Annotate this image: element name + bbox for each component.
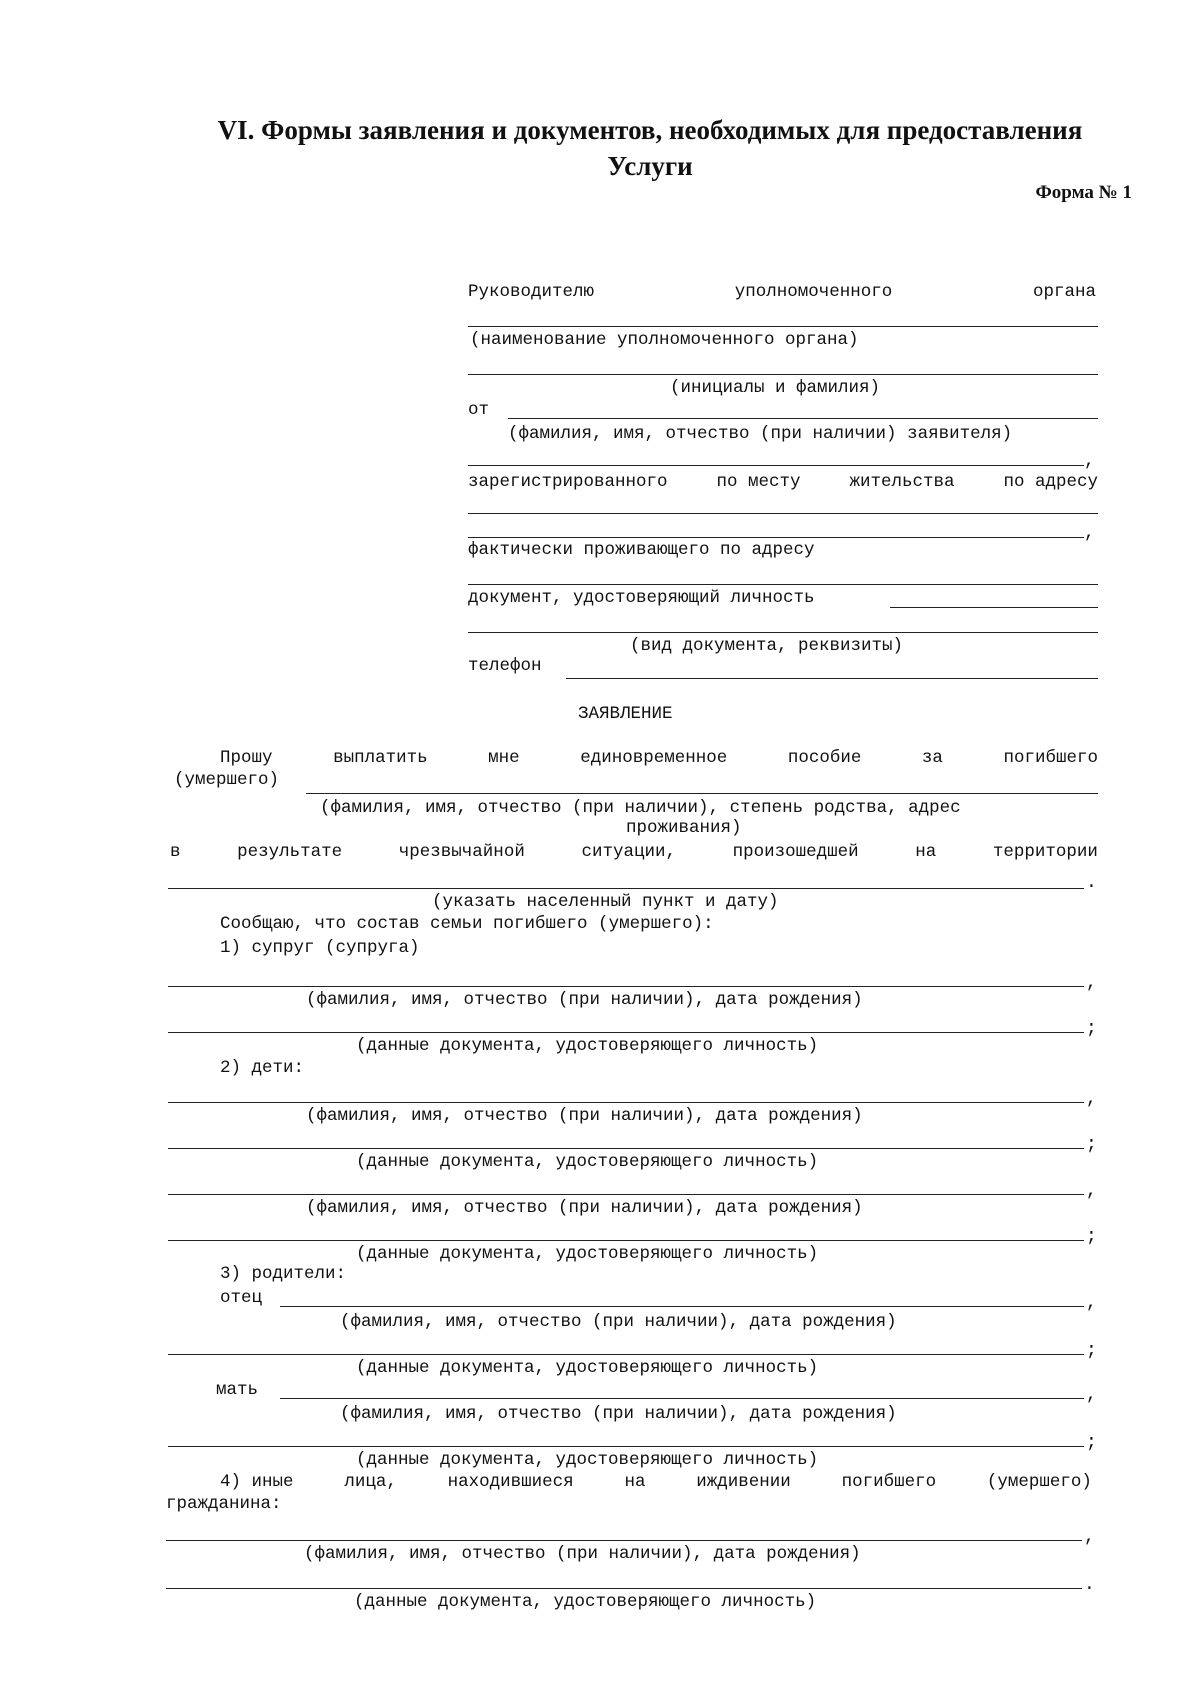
registration-word: по адресу <box>1003 472 1098 492</box>
fill-line-spouse-name[interactable] <box>168 986 1084 987</box>
fill-line-actual-address[interactable] <box>468 584 1098 585</box>
mother-label: мать <box>216 1380 259 1400</box>
hint-id: (данные документа, удостоверяющего личность) <box>356 1152 819 1172</box>
fill-line-reg-address[interactable] <box>468 513 1098 514</box>
hint-org-name: (наименование уполномоченного органа) <box>470 330 859 350</box>
fill-line-org[interactable] <box>468 326 1098 327</box>
punct-comma: , <box>1086 1089 1097 1109</box>
hint-person: (фамилия, имя, отчество (при наличии), дата рождения) <box>306 1198 863 1218</box>
fill-line-id-doc-2[interactable] <box>468 632 1098 633</box>
punct-comma: , <box>1086 1181 1097 1201</box>
others-word: на <box>624 1472 646 1492</box>
family-intro: Сообщаю, что состав семьи погибшего (умершего): <box>220 914 714 934</box>
id-document-label: документ, удостоверяющий личность <box>468 588 815 608</box>
punct-semicolon: ; <box>1086 1227 1097 1247</box>
punct-semicolon: ; <box>1086 1135 1097 1155</box>
emergency-line <box>170 842 1098 862</box>
addressee-word: Руководителю <box>468 282 595 302</box>
punct-comma: , <box>1086 973 1097 993</box>
fill-line-father-id[interactable] <box>168 1354 1084 1355</box>
hint-initials: (инициалы и фамилия) <box>670 378 881 398</box>
punct-comma: , <box>1084 451 1095 471</box>
hint-place-date: (указать населенный пункт и дату) <box>432 892 779 912</box>
punct-comma: , <box>1086 1385 1097 1405</box>
fill-line-id-doc[interactable] <box>890 607 1098 608</box>
request-word: пособие <box>787 748 862 768</box>
fill-line-child2-name[interactable] <box>168 1194 1084 1195</box>
fill-line-father-name[interactable] <box>280 1306 1084 1307</box>
hint-deceased-2: проживания) <box>626 818 742 838</box>
request-word: выплатить <box>333 748 428 768</box>
hint-person: (фамилия, имя, отчество (при наличии), дата рождения) <box>340 1312 897 1332</box>
hint-id: (данные документа, удостоверяющего личность) <box>354 1592 817 1612</box>
hint-person: (фамилия, имя, отчество (при наличии), дата рождения) <box>306 1106 863 1126</box>
emergency-word: в <box>170 842 181 862</box>
emergency-word: территории <box>992 842 1098 862</box>
others-line <box>220 1472 1092 1492</box>
fill-line-dependant-id[interactable] <box>166 1588 1082 1589</box>
request-word: погибшего <box>1003 748 1098 768</box>
deceased-label: (умершего) <box>174 770 280 790</box>
registration-word: жительства <box>849 472 955 492</box>
statement-heading: ЗАЯВЛЕНИЕ <box>578 704 673 724</box>
others-word: погибшего <box>841 1472 937 1492</box>
registration-word: зарегистрированного <box>468 472 668 492</box>
children-label: 2) дети: <box>220 1058 305 1078</box>
fill-line-deceased[interactable] <box>306 793 1098 794</box>
spouse-label: 1) супруг (супруга) <box>220 938 420 958</box>
addressee-word: органа <box>1032 282 1096 302</box>
fill-line-dependant-name[interactable] <box>166 1540 1082 1541</box>
request-line <box>220 748 1098 768</box>
hint-id: (данные документа, удостоверяющего личность) <box>356 1450 819 1470</box>
others-word: находившиеся <box>447 1472 574 1492</box>
hint-id: (данные документа, удостоверяющего личность) <box>356 1036 819 1056</box>
others-word: (умершего) <box>986 1472 1092 1492</box>
parents-label: 3) родители: <box>220 1264 347 1284</box>
others-word: лица, <box>344 1472 397 1492</box>
hint-id: (данные документа, удостоверяющего личность) <box>356 1358 819 1378</box>
hint-id: (данные документа, удостоверяющего личность) <box>356 1244 819 1264</box>
actual-address-label: фактически проживающего по адресу <box>468 540 815 560</box>
hint-deceased: (фамилия, имя, отчество (при наличии), степень родства, адрес <box>320 798 961 818</box>
registration-line <box>468 472 1098 492</box>
fill-line-mother-name[interactable] <box>280 1398 1084 1399</box>
hint-applicant: (фамилия, имя, отчество (при наличии) заявителя) <box>508 424 1013 444</box>
punct-semicolon: ; <box>1086 1433 1097 1453</box>
hint-person: (фамилия, имя, отчество (при наличии), дата рождения) <box>306 990 863 1010</box>
hint-person: (фамилия, имя, отчество (при наличии), дата рождения) <box>304 1544 861 1564</box>
hint-doc-type: (вид документа, реквизиты) <box>630 636 904 656</box>
addressee-word: уполномоченного <box>734 282 893 302</box>
request-word: Прошу <box>220 748 273 768</box>
emergency-word: произошедшей <box>732 842 859 862</box>
others-word: иждивении <box>696 1472 791 1492</box>
hint-person: (фамилия, имя, отчество (при наличии), дата рождения) <box>340 1404 897 1424</box>
father-label: отец <box>220 1288 263 1308</box>
punct-comma: , <box>1084 1527 1095 1547</box>
fill-line-place-date[interactable] <box>168 888 1084 889</box>
fill-line-applicant[interactable] <box>508 418 1098 419</box>
fill-line-mother-id[interactable] <box>168 1446 1084 1447</box>
emergency-word: результате <box>237 842 343 862</box>
punct-period: . <box>1086 873 1097 893</box>
from-label: от <box>468 400 490 420</box>
document-title-line2: Услуги <box>607 151 693 181</box>
punct-comma: , <box>1086 1293 1097 1313</box>
punct-comma: , <box>1084 523 1095 543</box>
others-word: 4) иные <box>220 1472 294 1492</box>
punct-semicolon: ; <box>1086 1341 1097 1361</box>
addressee-line <box>468 282 1096 302</box>
request-word: за <box>921 748 943 768</box>
emergency-word: на <box>915 842 937 862</box>
fill-line-child2-id[interactable] <box>168 1240 1084 1241</box>
document-title-line1: VI. Формы заявления и документов, необходимых для предоставления <box>217 115 1083 145</box>
phone-label: телефон <box>468 656 542 676</box>
form-number: Форма № 1 <box>1035 182 1132 203</box>
fill-line-child1-id[interactable] <box>168 1148 1084 1149</box>
emergency-word: ситуации, <box>581 842 676 862</box>
registration-word: по месту <box>716 472 801 492</box>
fill-line-phone[interactable] <box>566 678 1098 679</box>
fill-line-applicant-2[interactable] <box>468 465 1084 466</box>
fill-line-spouse-id[interactable] <box>168 1032 1084 1033</box>
emergency-word: чрезвычайной <box>398 842 525 862</box>
punct-period: . <box>1084 1575 1095 1595</box>
punct-semicolon: ; <box>1086 1019 1097 1039</box>
request-word: единовременное <box>580 748 728 768</box>
fill-line-child1-name[interactable] <box>168 1102 1084 1103</box>
fill-line-reg-address-2[interactable] <box>468 537 1084 538</box>
request-word: мне <box>488 748 520 768</box>
others-label-2: гражданина: <box>166 1494 282 1514</box>
fill-line-initials[interactable] <box>468 374 1098 375</box>
